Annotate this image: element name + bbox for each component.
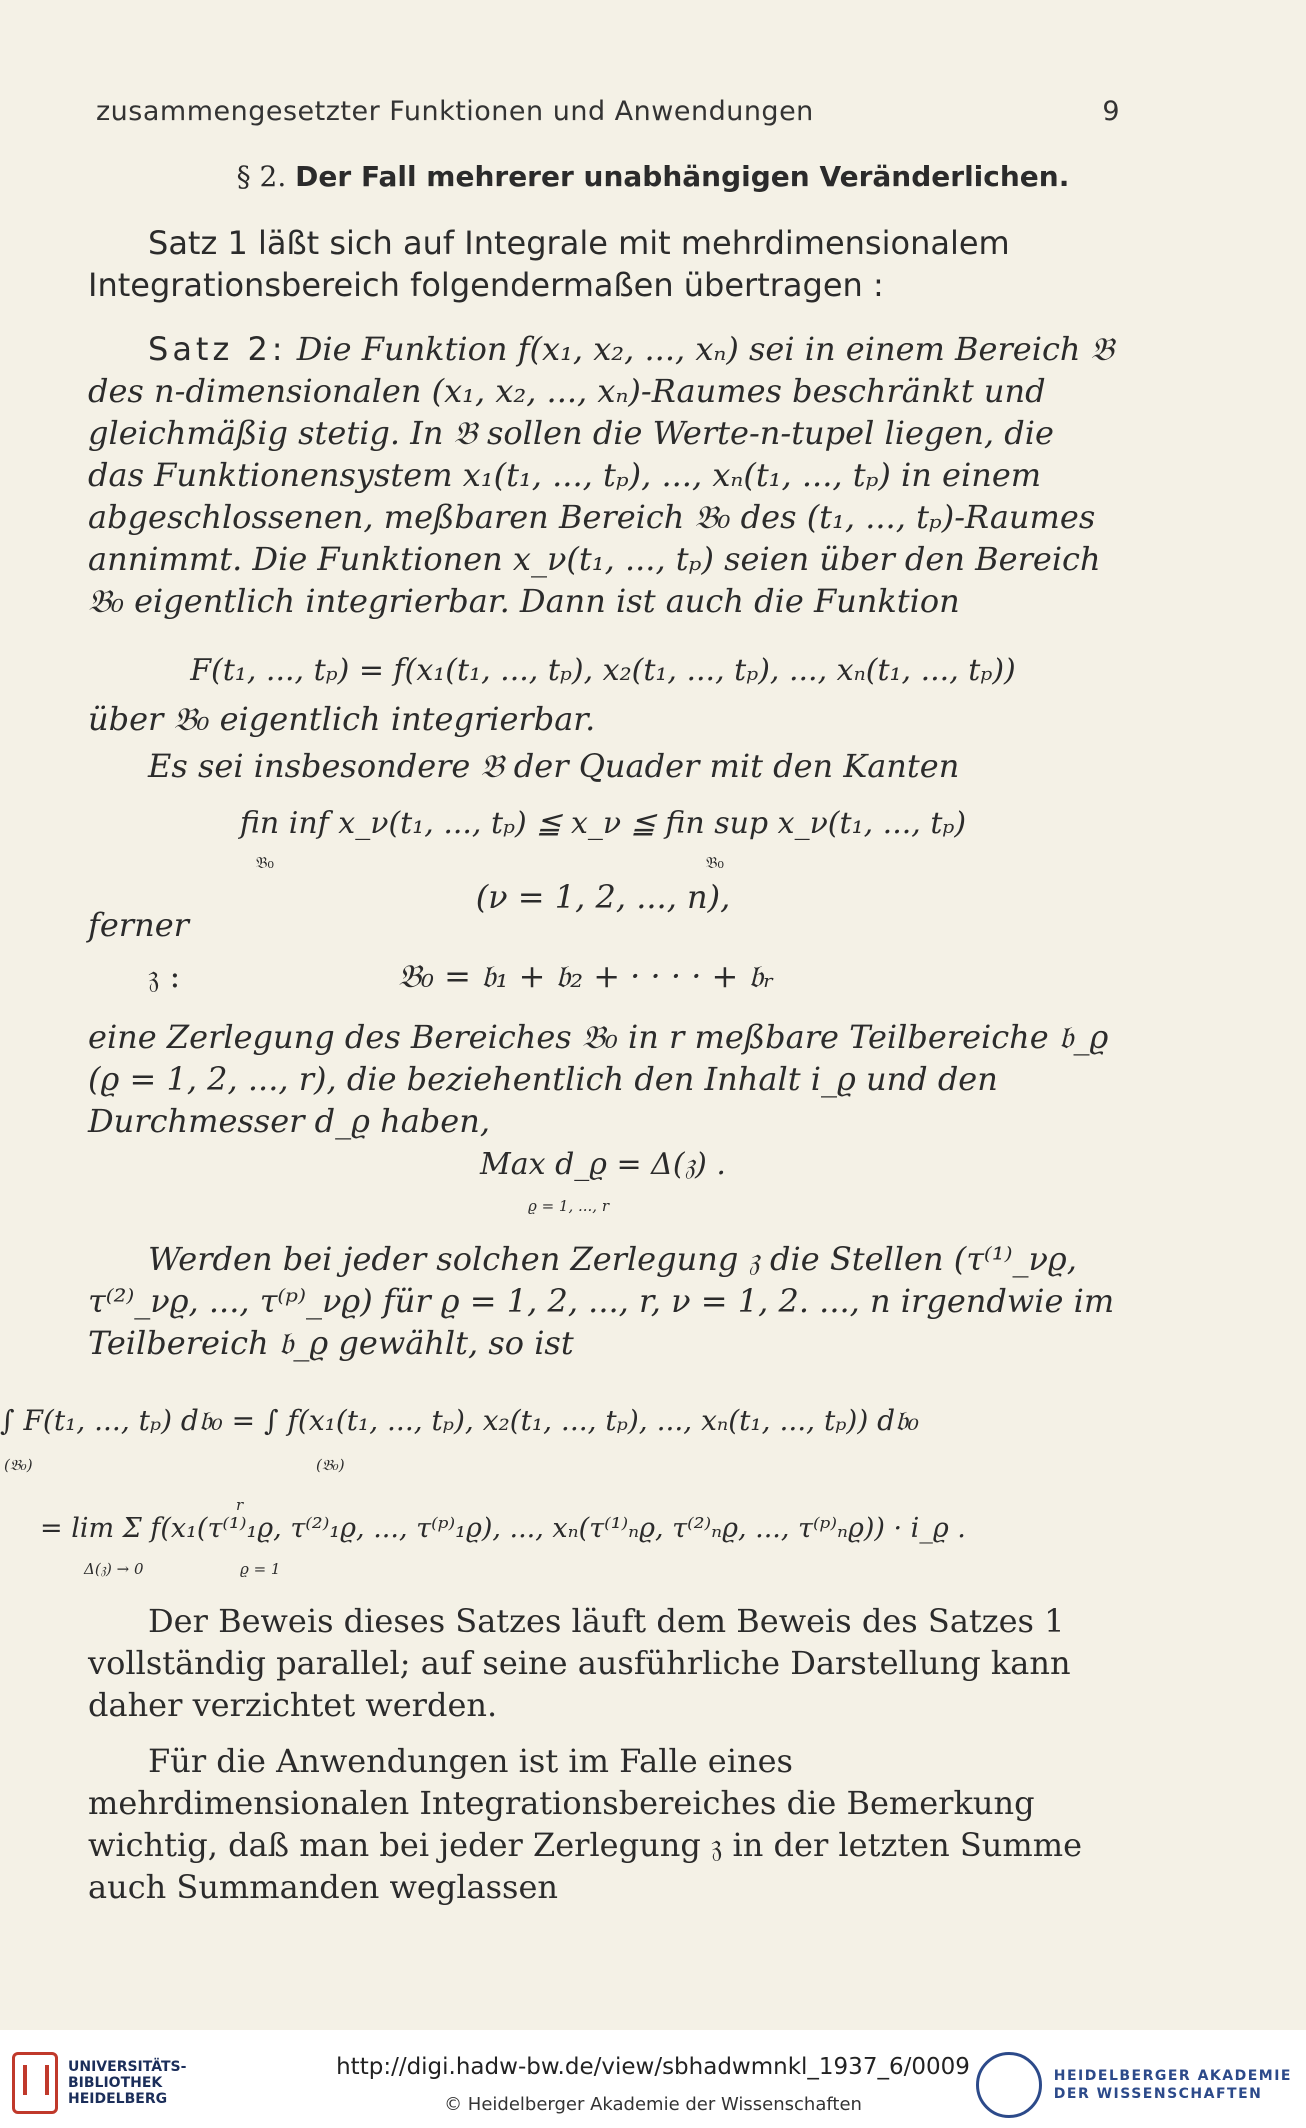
max-sub: ϱ = 1, ..., r xyxy=(528,1197,610,1215)
beweis-paragraph: Der Beweis dieses Satzes läuft dem Beweis des Satzes 1 vollständig parallel; auf seine ausführliche Darstellung kann daher verzichtet werden. xyxy=(88,1602,1071,1724)
z-label: 𝔷 : xyxy=(148,957,181,995)
copyright: © Heidelberger Akademie der Wissenschaften xyxy=(444,2094,862,2115)
z-formula: 𝔅₀ = 𝔟₁ + 𝔟₂ + · · · · + 𝔟ᵣ xyxy=(398,957,775,995)
ferner: ferner xyxy=(88,906,189,944)
under-left: 𝔅₀ xyxy=(256,853,274,872)
section-number: § 2. xyxy=(236,160,287,193)
intro-paragraph: Satz 1 läßt sich auf Integrale mit mehrdimensionalem Integrationsbereich folgendermaßen übertragen : xyxy=(88,224,1010,304)
footer-bar xyxy=(0,2030,1306,2128)
academy-name xyxy=(1054,2067,1292,2103)
quader-intro: Es sei insbesondere 𝔅 der Quader mit den Kanten xyxy=(148,747,960,785)
permalink[interactable]: http://digi.hadw-bw.de/view/sbhadwmnkl_1937_6/0009 xyxy=(336,2054,970,2080)
running-title: zusammengesetzter Funktionen und Anwendungen xyxy=(96,96,814,127)
anwendung-paragraph: Für die Anwendungen ist im Falle eines mehrdimensionalen Integrationsbereiches die Bemerkung wichtig, daß man bei jeder Zerlegung 𝔷 in der letzten Summe auch Summanden weglassen xyxy=(88,1742,1083,1906)
satz2-paragraph xyxy=(88,328,1118,622)
satz2-after: über 𝔅₀ eigentlich integrierbar. xyxy=(88,700,596,738)
section-heading xyxy=(0,160,1306,193)
quader-formula: fin inf x_ν(t₁, ..., tₚ) ≦ x_ν ≦ fin sup x_ν(t₁, ..., tₚ) xyxy=(239,806,967,841)
integral-line2: = lim Σ f(x₁(τ⁽¹⁾₁ϱ, τ⁽²⁾₁ϱ, ..., τ⁽ᵖ⁾₁ϱ), ..., xₙ(τ⁽¹⁾ₙϱ, τ⁽²⁾ₙϱ, ..., τ⁽ᵖ⁾ₙϱ)) · i_ϱ . xyxy=(40,1513,966,1544)
formula-F: F(t₁, ..., tₚ) = f(x₁(t₁, ..., tₚ), x₂(t₁, ..., tₚ), ..., xₙ(t₁, ..., tₚ)) xyxy=(190,653,1016,688)
academy-logo[interactable] xyxy=(976,2052,1292,2118)
section-title: Der Fall mehrerer unabhängigen Veränderlichen. xyxy=(295,160,1070,193)
library-line-3: HEIDELBERG xyxy=(68,2091,168,2107)
academy-seal-icon xyxy=(976,2052,1042,2118)
library-line-2: BIBLIOTHEK xyxy=(68,2075,163,2091)
nu-range: (ν = 1, 2, ..., n), xyxy=(475,878,731,916)
running-header xyxy=(96,96,1120,127)
int-sub2: (𝔅₀) xyxy=(316,1456,345,1474)
under-right: 𝔅₀ xyxy=(706,853,724,872)
sum-sub: ϱ = 1 xyxy=(240,1560,281,1578)
satz2-text: Die Funktion f(x₁, x₂, ..., xₙ) sei in einem Bereich 𝔅 des n-dimensionalen (x₁, x₂, ..., xₙ)-Raumes beschränkt und gleichmäßig stetig. In 𝔅 sollen die Werte-n-tupel liegen, die das Funktionensystem x₁(t₁, ..., tₚ), ..., xₙ(t₁, ..., tₚ) in einem abgeschlossenen, meßbaren Bereich 𝔅₀ des (t₁, ..., tₚ)-Raumes annimmt. Die Funktionen x_ν(t₁, ..., tₚ) seien über den Bereich 𝔅₀ eigentlich integrierbar. Dann ist auch die Funktion xyxy=(88,330,1114,620)
page-number: 9 xyxy=(1102,96,1120,127)
academy-line-2: DER WISSENSCHAFTEN xyxy=(1053,2086,1263,2102)
werden-paragraph: Werden bei jeder solchen Zerlegung 𝔷 die Stellen (τ⁽¹⁾_νϱ, τ⁽²⁾_νϱ, ..., τ⁽ᵖ⁾_νϱ) für ϱ = 1, 2, ..., r, ν = 1, 2. ..., n irgendwie im Teilbereich 𝔟_ϱ gewählt, so ist xyxy=(88,1240,1115,1362)
satz2-label: Satz 2: xyxy=(148,330,287,368)
lim-sub: Δ(𝔷) → 0 xyxy=(84,1560,144,1578)
sum-top: r xyxy=(236,1496,244,1514)
zerlegung-text: eine Zerlegung des Bereiches 𝔅₀ in r meßbare Teilbereiche 𝔟_ϱ (ϱ = 1, 2, ..., r), die beziehentlich den Inhalt i_ϱ und den Durchmesser d_ϱ haben, xyxy=(88,1018,1109,1140)
library-line-1: UNIVERSITÄTS- xyxy=(68,2059,187,2075)
int-sub1: (𝔅₀) xyxy=(4,1456,33,1474)
academy-line-1: HEIDELBERGER AKADEMIE xyxy=(1053,2068,1292,2084)
max-formula: Max d_ϱ = Δ(𝔷) . xyxy=(480,1147,726,1182)
integral-line1: ∫ F(t₁, ..., tₚ) d𝔟₀ = ∫ f(x₁(t₁, ..., tₚ), x₂(t₁, ..., tₚ), ..., xₙ(t₁, ..., tₚ)) d𝔟₀ xyxy=(0,1404,920,1437)
